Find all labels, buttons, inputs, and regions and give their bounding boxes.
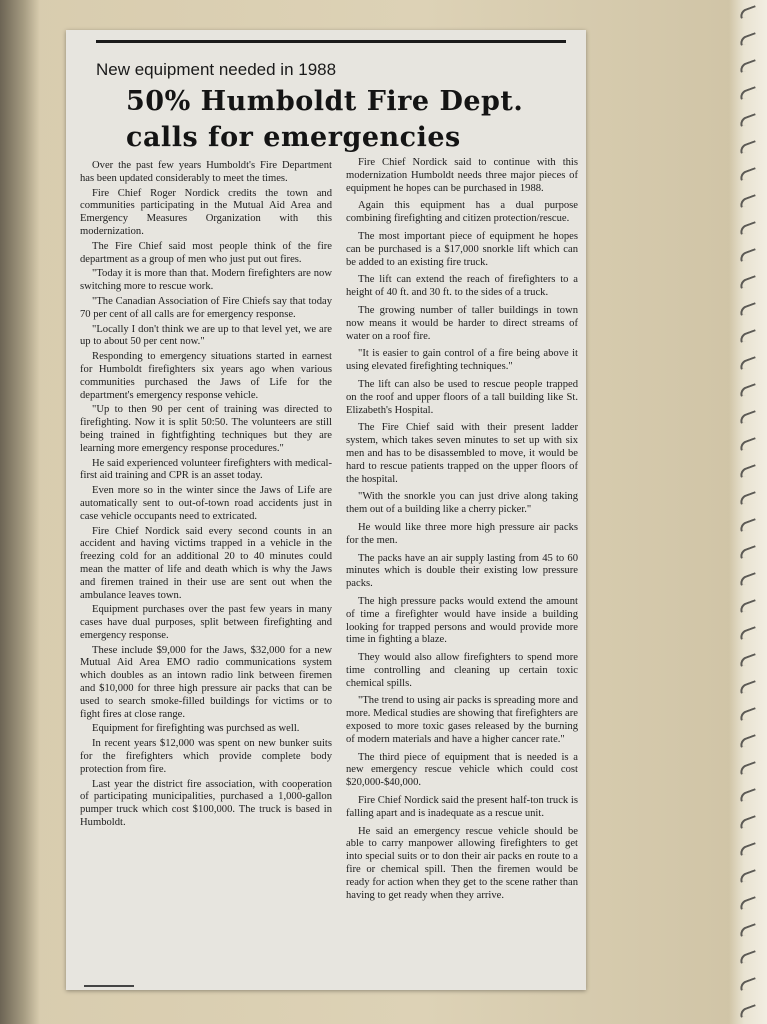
spiral-ring — [738, 599, 758, 613]
spiral-ring — [738, 734, 758, 748]
paragraph: He said an emergency rescue vehicle should be able to carry manpower allowing firefighters to get into special suits or to don their air packs en route to a fire or chemical spill. Then the firemen would be ready for action when they get to the scene rather than having to get ready when they arrive. — [346, 825, 578, 901]
spiral-ring — [738, 59, 758, 73]
paragraph: They would also allow firefighters to spend more time controlling and cleaning up certain toxic chemical spills. — [346, 652, 578, 689]
spiral-ring — [738, 950, 758, 964]
paragraph: The growing number of taller buildings in town now means it would be harder to direct streams of water on a roof fire. — [346, 304, 578, 342]
spiral-ring — [738, 1004, 758, 1018]
spiral-ring — [738, 680, 758, 694]
paragraph: Responding to emergency situations started in earnest for Humboldt firefighters six years ago when various communities purchased the Jaws of Life for the department's emergency response vehicle. — [80, 351, 332, 401]
headline-line-1: 50% Humboldt Fire Dept. — [126, 86, 524, 117]
paragraph: Fire Chief Roger Nordick credits the town and communities participating in the Mutual Aid Area and Emergency Measures Organization with this modernization. — [80, 187, 332, 237]
paragraph: Even more so in the winter since the Jaws of Life are automatically sent to out-of-town road accidents just in case vehicle occupants need to extricated. — [80, 485, 332, 522]
paragraph: "Up to then 90 per cent of training was directed to firefighting. Now it is split 50:50. The volunteers are still being trained in fightfighting techniques but they are learning more emergency response procedures." — [80, 404, 332, 454]
spiral-ring — [738, 545, 758, 559]
spiral-ring — [738, 302, 758, 316]
spiral-ring — [738, 248, 758, 262]
spiral-ring — [738, 275, 758, 289]
paragraph: "Locally I don't think we are up to that level yet, we are up to about 50 per cent now." — [80, 323, 332, 348]
spiral-ring — [738, 815, 758, 829]
spiral-ring — [738, 383, 758, 397]
paragraph: "The Canadian Association of Fire Chiefs say that today 70 per cent of all calls are for emergency response. — [80, 295, 332, 320]
headline — [126, 84, 556, 156]
paragraph: He said experienced volunteer firefighters with medical-first aid training and CPR is an asset today. — [80, 457, 332, 482]
paragraph: The lift can extend the reach of firefighters to a height of 40 ft. and 30 ft. to the sides of a truck. — [346, 274, 578, 299]
spiral-ring — [738, 491, 758, 505]
spiral-ring — [738, 356, 758, 370]
left-column — [80, 160, 332, 832]
paragraph: The high pressure packs would extend the amount of time a firefighter would have inside a building looking for trapped persons and would provide more time in fighting a blaze. — [346, 595, 578, 646]
paragraph: "It is easier to gain control of a fire being above it using elevated firefighting techniques." — [346, 348, 578, 373]
paragraph: He would like three more high pressure air packs for the men. — [346, 521, 578, 546]
paragraph: "Today it is more than that. Modern firefighters are now switching more to rescue work. — [80, 268, 332, 293]
spiral-ring — [738, 410, 758, 424]
top-rule — [96, 40, 566, 43]
spiral-ring — [738, 653, 758, 667]
spiral-ring — [738, 167, 758, 181]
spiral-binding — [729, 0, 767, 1024]
spiral-ring — [738, 923, 758, 937]
spiral-ring — [738, 32, 758, 46]
paragraph: Fire Chief Nordick said to continue with this modernization Humboldt needs three major pieces of equipment he hopes can be purchased in 1988. — [346, 157, 578, 194]
paragraph: The packs have an air supply lasting from 45 to 60 minutes which is double their existing low pressure packs. — [346, 552, 578, 590]
spiral-ring — [738, 788, 758, 802]
paragraph: These include $9,000 for the Jaws, $32,000 for a new Mutual Aid Area EMO radio communications system which doubles as an intown radio link between firemen and $10,000 for three high pressure air packs that can be used to search smoke-filled buildings for victims or to fight fires at close range. — [80, 644, 332, 720]
paragraph: The lift can also be used to rescue people trapped on the roof and upper floors of a tall building like St. Elizabeth's Hospital. — [346, 378, 578, 416]
headline-line-2: calls for emergencies — [126, 122, 461, 153]
paragraph: Fire Chief Nordick said every second counts in an accident and having victims trapped in a vehicle in the freezing cold for an additional 20 to 40 minutes could mean the matter of life and death which is why the Jaws and firemen trained in their use are sent out when the ambulance leaves town. — [80, 525, 332, 601]
spiral-ring — [738, 5, 758, 19]
spiral-ring — [738, 869, 758, 883]
newspaper-clipping — [66, 30, 586, 990]
spiral-ring — [738, 707, 758, 721]
spiral-ring — [738, 572, 758, 586]
paragraph: Over the past few years Humboldt's Fire Department has been updated considerably to meet the times. — [80, 160, 332, 184]
paragraph: The third piece of equipment that is needed is a new emergency rescue vehicle which could cost $20,000-$40,000. — [346, 751, 578, 789]
spiral-ring — [738, 626, 758, 640]
spiral-ring — [738, 113, 758, 127]
spiral-ring — [738, 140, 758, 154]
paragraph: The Fire Chief said with their present ladder system, which takes seven minutes to set up with six men and has to be disassembled to move, it would be hard to rescue patients trapped on the upper floors of the hospital. — [346, 422, 578, 485]
bottom-rule — [84, 985, 134, 987]
spiral-ring — [738, 329, 758, 343]
spiral-ring — [738, 518, 758, 532]
spiral-ring — [738, 437, 758, 451]
paragraph: In recent years $12,000 was spent on new bunker suits for the firefighters which provide complete body protection from fire. — [80, 738, 332, 775]
spiral-ring — [738, 842, 758, 856]
paragraph: The Fire Chief said most people think of the fire department as a group of men who just put out fires. — [80, 240, 332, 265]
paragraph: Again this equipment has a dual purpose combining firefighting and citizen protection/rescue. — [346, 200, 578, 225]
paragraph: Fire Chief Nordick said the present half-ton truck is falling apart and is inadequate as a rescue unit. — [346, 795, 578, 819]
paragraph: Equipment for firefighting was purchsed as well. — [92, 723, 300, 735]
paragraph: "With the snorkle you can just drive along taking them out of a building like a cherry picker." — [346, 491, 578, 516]
spiral-ring — [738, 464, 758, 478]
spiral-ring — [738, 977, 758, 991]
spiral-ring — [738, 761, 758, 775]
spiral-ring — [738, 86, 758, 100]
right-column — [346, 157, 578, 907]
paragraph: Equipment purchases over the past few years in many cases have dual purposes, split between firefighting and emergency response. — [80, 604, 332, 641]
spiral-ring — [738, 194, 758, 208]
spiral-ring — [738, 896, 758, 910]
paragraph: The most important piece of equipment he hopes can be purchased is a $17,000 snorkle lift which can be added to an existing fire truck. — [346, 230, 578, 268]
paragraph: Last year the district fire association, with cooperation of participating municipalities, purchased a 1,000-gallon pumper truck which cost $100,000. The truck is based in Humboldt. — [80, 778, 332, 829]
spiral-ring — [738, 221, 758, 235]
paragraph: "The trend to using air packs is spreading more and more. Medical studies are showing that firefighters are exposed to more toxic gases released by the burning of modern materials and have a higher cancer rate." — [346, 695, 578, 745]
kicker: New equipment needed in 1988 — [96, 60, 337, 79]
page-shadow-edge — [0, 0, 40, 1024]
